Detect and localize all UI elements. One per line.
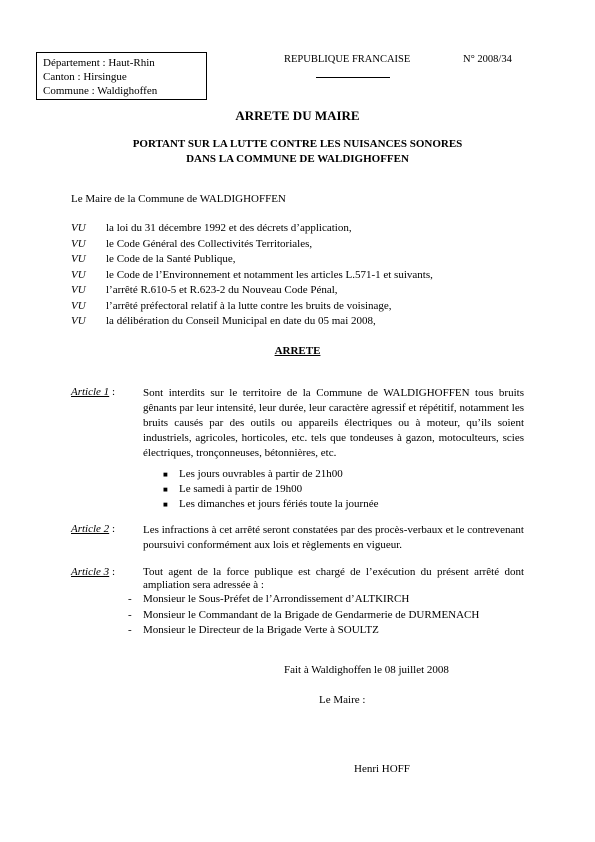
bullet-icon: ■	[163, 470, 168, 479]
arrete-number: N° 2008/34	[463, 54, 512, 65]
vu-text: l’arrêté R.610-5 et R.623-2 du Nouveau Code Pénal,	[106, 284, 338, 296]
article-3-label-wrap	[71, 566, 115, 578]
republique-label: REPUBLIQUE FRANCAISE	[284, 54, 411, 65]
vu-item	[71, 268, 531, 284]
bullet-text: Les jours ouvrables à partir de 21h00	[179, 468, 343, 480]
vu-item	[71, 252, 531, 268]
bullet-text: Le samedi à partir de 19h00	[179, 483, 303, 495]
vu-text: l’arrêté préfectoral relatif à la lutte contre les bruits de voisinage,	[106, 299, 392, 312]
article-1-text: Sont interdits sur le territoire de la Commune de WALDIGHOFFEN tous bruits gênants par leur intensité, leur durée, leur caractère agressif et répétitif, notamment les bruits causés par des outils ou appareils électriques ou à moteur, qu’ils soient industriels, agricoles, horticoles, etc. tels que tondeuses à gazon, motoculteurs, scies électriques, tronçonneuses, bétonnières, etc.	[143, 387, 524, 459]
article-3-colon: :	[111, 566, 115, 578]
commune-line: Commune : Waldighoffen	[43, 85, 158, 97]
header-box	[36, 52, 207, 100]
vu-item	[71, 237, 531, 253]
vu-mark: VU	[71, 253, 86, 265]
vu-mark: VU	[71, 315, 86, 327]
article-1-colon: :	[111, 386, 115, 398]
bullet-icon: ■	[163, 500, 168, 509]
departement-line: Département : Haut-Rhin	[43, 57, 155, 69]
place-date: Fait à Waldighoffen le 08 juillet 2008	[284, 664, 449, 676]
recipient-item	[128, 623, 528, 639]
document-subtitle	[0, 137, 595, 167]
vu-text: la délibération du Conseil Municipal en date du 05 mai 2008,	[106, 315, 376, 327]
article-3-text: Tout agent de la force publique est chargé de l’exécution du présent arrêté dont ampliation sera adressée à :	[143, 566, 524, 591]
article-1-label: Article 1	[71, 386, 110, 398]
vu-item	[71, 314, 531, 330]
article-2-colon: :	[111, 523, 115, 535]
article-3-label: Article 3	[71, 566, 110, 578]
document-title: ARRETE DU MAIRE	[235, 108, 360, 123]
recipient-list	[128, 592, 528, 639]
article-2-text: Les infractions à cet arrêté seront constatées par des procès-verbaux et le contrevenant poursuivi conformément aux lois et règlements en vigueur.	[143, 524, 524, 551]
dash-icon: -	[128, 608, 132, 621]
vu-item	[71, 221, 531, 237]
recipient-text: Monsieur le Directeur de la Brigade Verte à SOULTZ	[143, 624, 379, 636]
vu-text: le Code Général des Collectivités Territoriales,	[106, 237, 313, 250]
article-2-label: Article 2	[71, 523, 110, 535]
article-1-bullets	[163, 467, 493, 512]
vu-text: le Code de l’Environnement et notamment les articles L.571-1 et suivants,	[106, 268, 433, 281]
article-2-label-wrap	[71, 523, 115, 535]
vu-mark: VU	[71, 222, 86, 234]
canton-line: Canton : Hirsingue	[43, 71, 127, 83]
signature-title: Le Maire :	[319, 694, 366, 706]
article-1-label-wrap	[71, 386, 115, 398]
vu-mark: VU	[71, 284, 86, 296]
recipient-text: Monsieur le Commandant de la Brigade de Gendarmerie de DURMENACH	[143, 608, 480, 621]
vu-item	[71, 283, 531, 299]
vu-list	[71, 221, 531, 330]
vu-item	[71, 299, 531, 315]
intro-line: Le Maire de la Commune de WALDIGHOFFEN	[71, 193, 286, 205]
republique-rule	[316, 77, 390, 78]
recipient-item	[128, 608, 528, 624]
bullet-item	[163, 497, 493, 512]
signer-name: Henri HOFF	[354, 763, 410, 775]
dash-icon: -	[128, 593, 132, 605]
bullet-icon: ■	[163, 485, 168, 494]
recipient-item	[128, 592, 528, 608]
subtitle-line-1: PORTANT SUR LA LUTTE CONTRE LES NUISANCES SONORES	[132, 138, 463, 150]
vu-text: la loi du 31 décembre 1992 et des décrets d’application,	[106, 222, 352, 234]
bullet-text: Les dimanches et jours fériés toute la journée	[179, 498, 379, 510]
vu-mark: VU	[71, 299, 86, 312]
subtitle-line-2: DANS LA COMMUNE DE WALDIGHOFFEN	[186, 153, 409, 165]
arrete-heading: ARRETE	[274, 345, 321, 357]
vu-text: le Code de la Santé Publique,	[106, 253, 236, 265]
recipient-text: Monsieur le Sous-Préfet de l’Arrondissement d’ALTKIRCH	[143, 593, 410, 605]
bullet-item	[163, 482, 493, 497]
vu-mark: VU	[71, 237, 86, 250]
bullet-item	[163, 467, 493, 482]
vu-mark: VU	[71, 268, 86, 281]
dash-icon: -	[128, 624, 132, 636]
